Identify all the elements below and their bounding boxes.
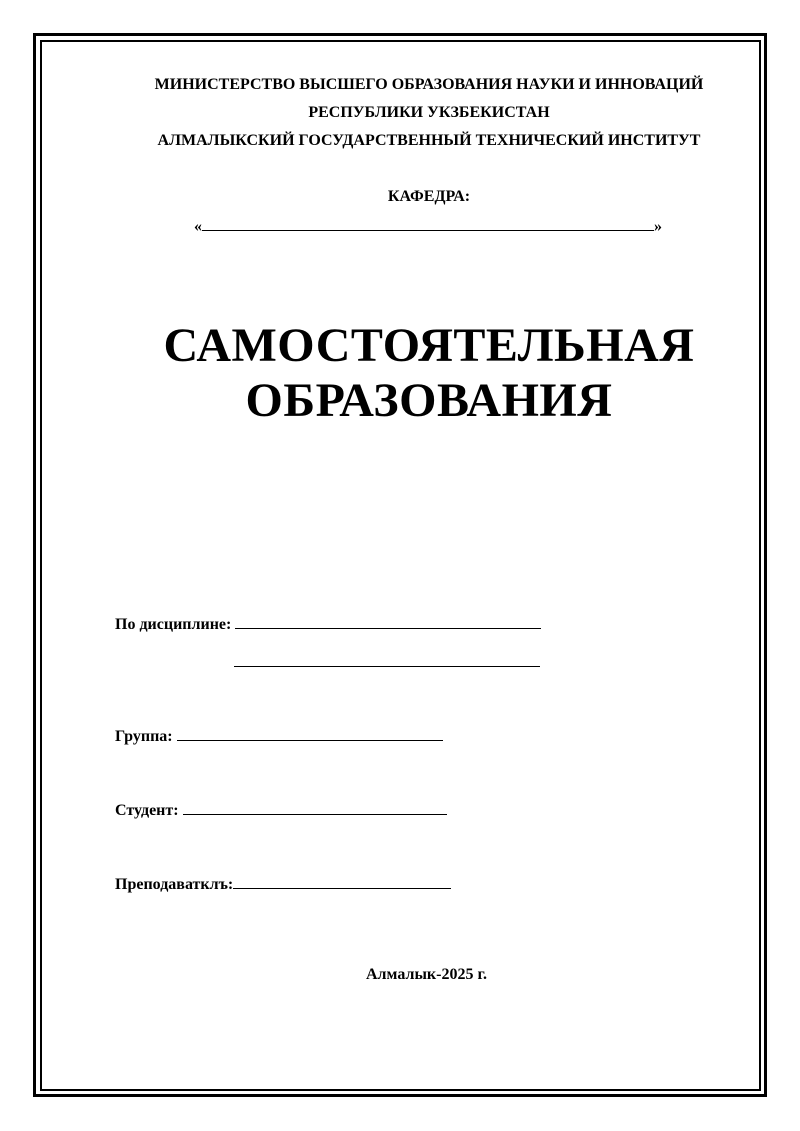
teacher-label: Преподаватклъ: [115, 876, 234, 893]
group-field [115, 726, 443, 746]
ministry-line [0, 76, 800, 94]
city-year [366, 966, 487, 984]
republic-line [0, 104, 800, 122]
student-blank-line [183, 800, 447, 815]
student-label: Студент: [115, 802, 179, 819]
department-name-field [194, 216, 662, 236]
open-quote: « [194, 218, 202, 235]
department-label-text: КАФЕДРА: [387, 188, 471, 205]
group-blank-line [177, 726, 443, 741]
discipline-label: По дисциплине: [115, 616, 232, 633]
discipline-blank-line-2 [234, 666, 540, 667]
close-quote: » [654, 218, 662, 235]
discipline-field [115, 614, 541, 634]
institute-text: АЛМАЛЫКСКИЙ ГОСУДАРСТВЕННЫЙ ТЕХНИЧЕСКИЙ ИНСТИТУТ [157, 132, 701, 149]
city-year-text: Алмалык-2025 г. [366, 966, 487, 983]
discipline-blank-line [235, 614, 541, 629]
department-label [0, 188, 800, 206]
republic-text: РЕСПУБЛИКИ УКЗБЕКИСТАН [308, 104, 550, 121]
teacher-blank-line [233, 874, 451, 889]
document-title-line2 [0, 373, 800, 428]
institute-line [0, 132, 800, 150]
title-text-1: САМОСТОЯТЕЛЬНАЯ [163, 319, 695, 372]
ministry-text: МИНИСТЕРСТВО ВЫСШЕГО ОБРАЗОВАНИЯ НАУКИ И ИННОВАЦИЙ [154, 76, 704, 93]
teacher-field [115, 874, 451, 894]
document-title-line1 [0, 318, 800, 373]
student-field [115, 800, 447, 820]
department-blank-line [202, 216, 654, 231]
title-text-2: ОБРАЗОВАНИЯ [245, 374, 613, 427]
group-label: Группа: [115, 728, 173, 745]
